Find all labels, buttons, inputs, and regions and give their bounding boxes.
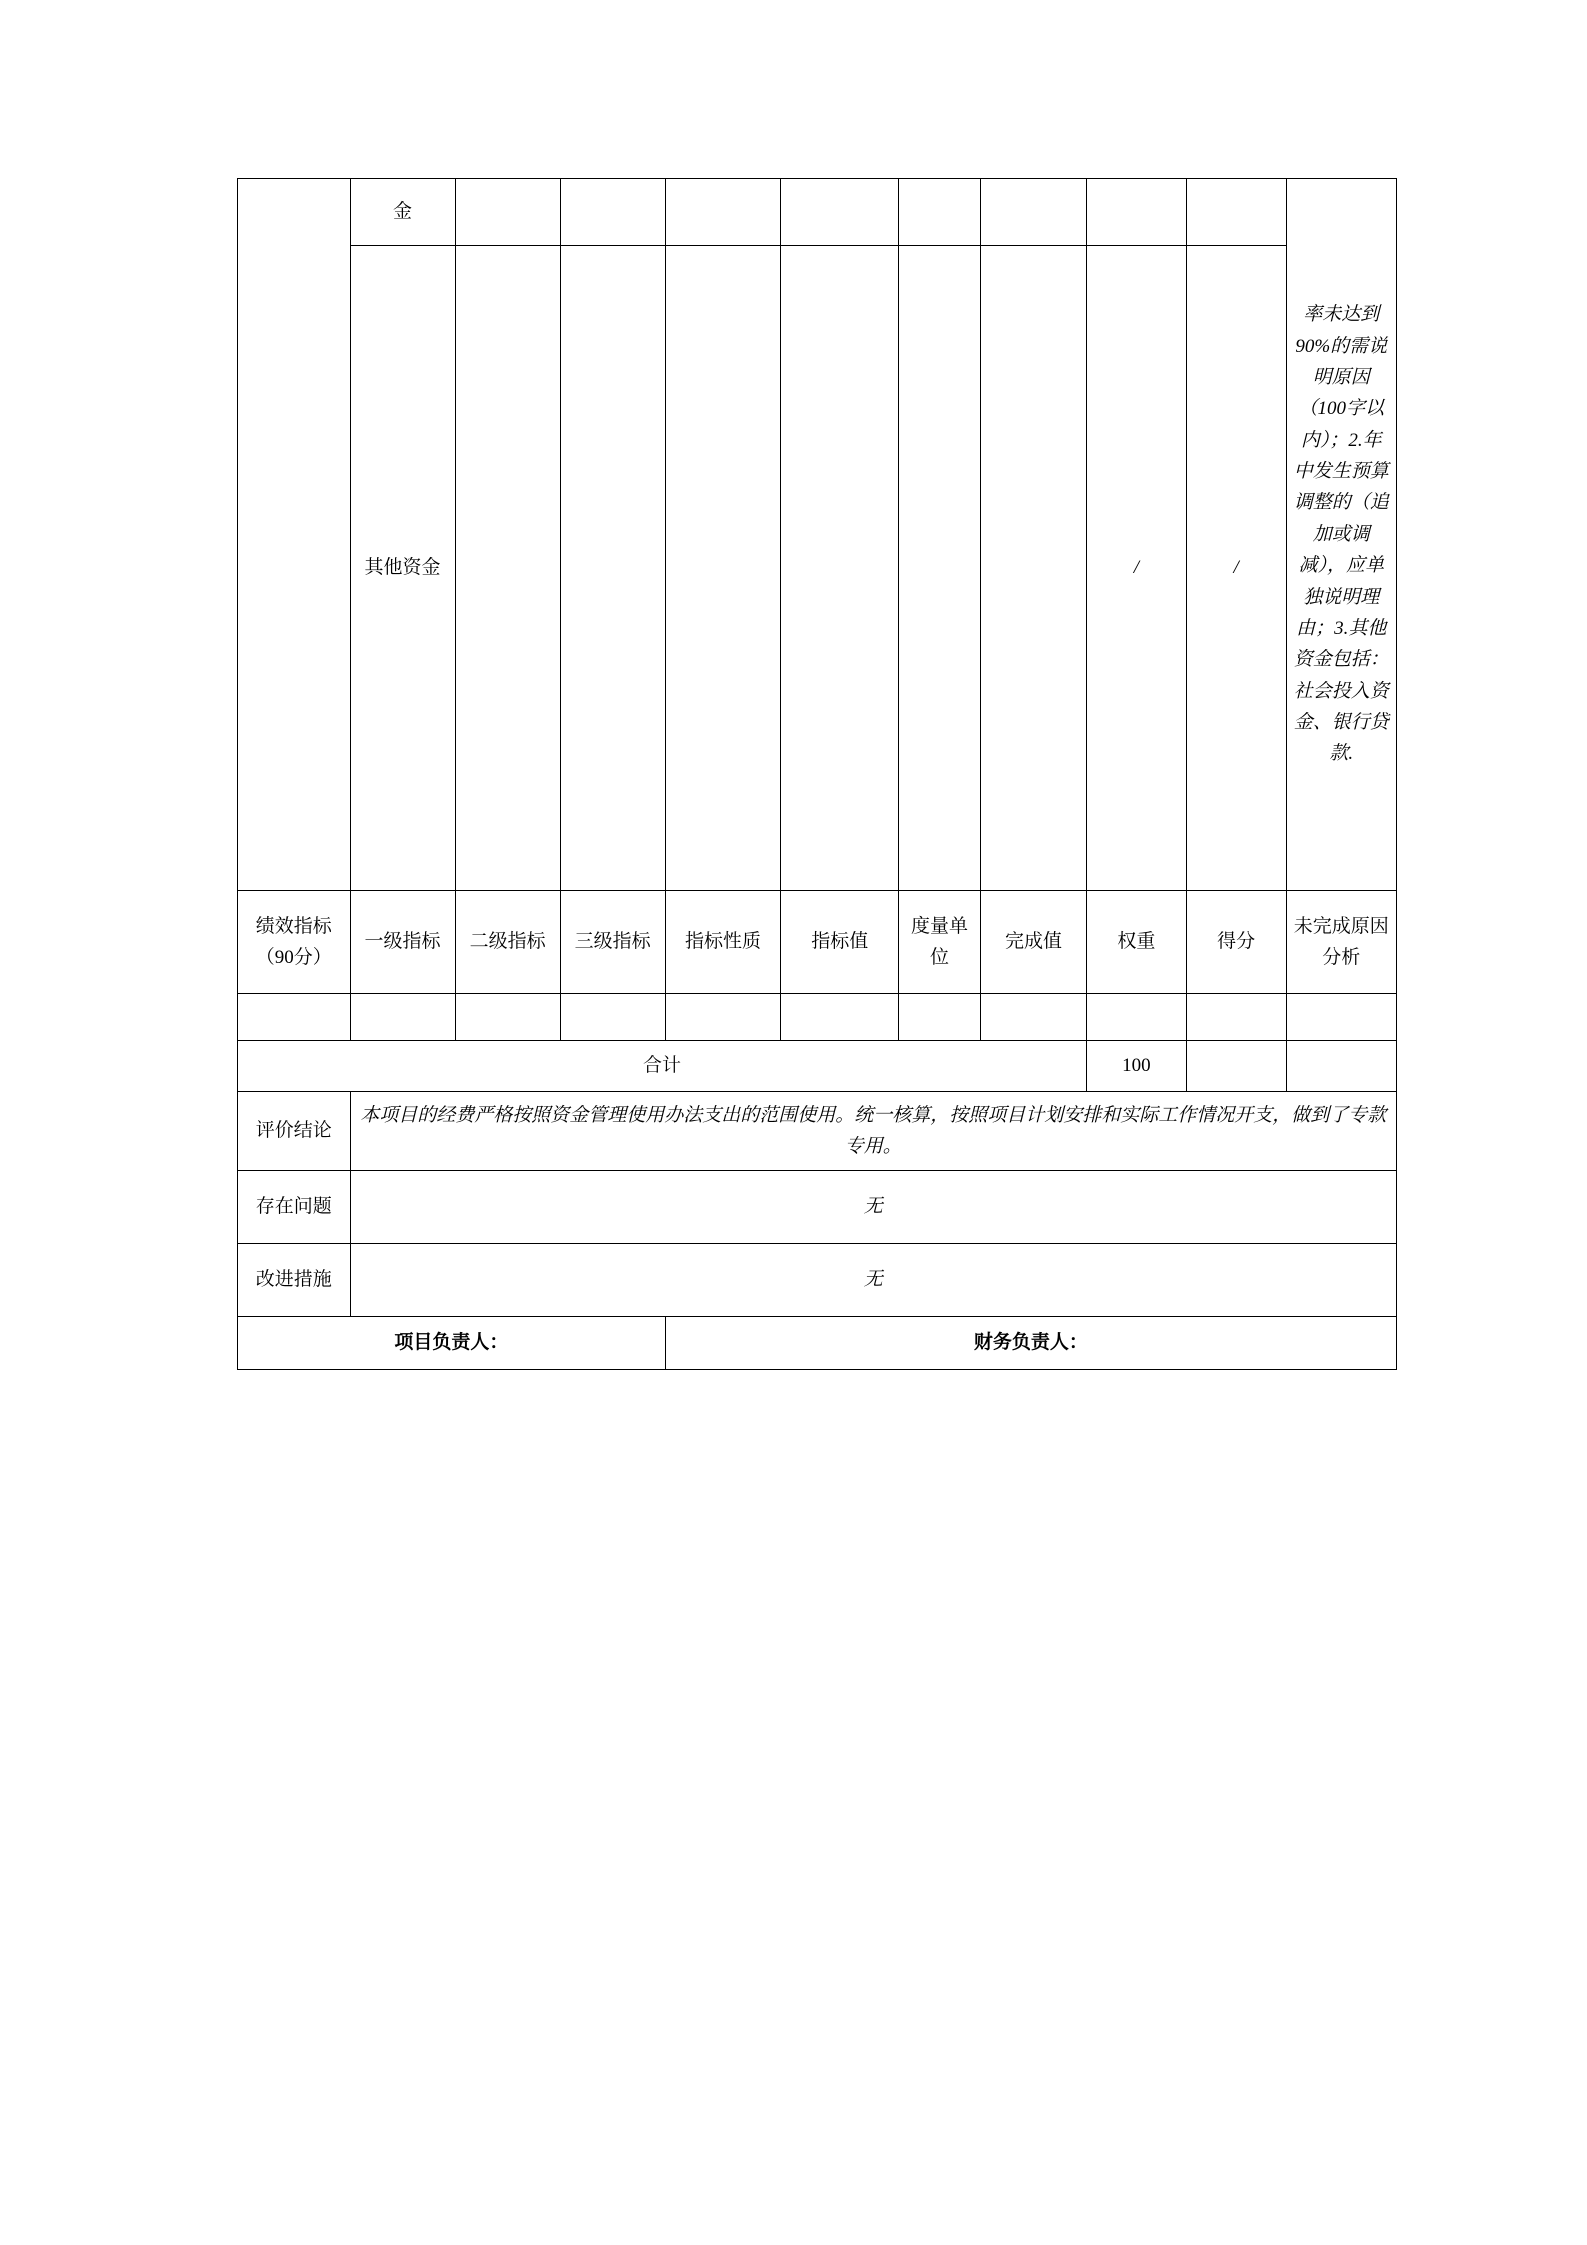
cell-blank <box>1087 994 1187 1041</box>
cell-blank <box>1087 179 1187 246</box>
table-row-improvements <box>238 1244 1397 1317</box>
cell-header-level1: 一级指标 <box>350 891 455 994</box>
cell-header-value: 指标值 <box>781 891 899 994</box>
table-row-signatures <box>238 1317 1397 1370</box>
cell-blank <box>238 994 351 1041</box>
cell-blank <box>980 246 1086 891</box>
cell-total-score <box>1186 1041 1286 1092</box>
cell-other-funds-weight: / <box>1087 246 1187 891</box>
cell-blank <box>899 179 981 246</box>
performance-evaluation-table-container <box>237 178 1397 1370</box>
cell-blank <box>560 246 665 891</box>
cell-blank <box>1186 994 1286 1041</box>
cell-header-reason-analysis: 未完成原因分析 <box>1286 891 1396 994</box>
cell-improvements-text: 无 <box>350 1244 1397 1317</box>
cell-left-spanning-blank <box>238 179 351 891</box>
cell-blank <box>455 994 560 1041</box>
cell-conclusion-text: 本项目的经费严格按照资金管理使用办法支出的范围使用。统一核算，按照项目计划安排和实际工作情况开支，做到了专款专用。 <box>350 1092 1397 1171</box>
table-row-indicator-header <box>238 891 1397 994</box>
cell-blank <box>980 994 1086 1041</box>
table-row <box>238 179 1397 246</box>
cell-issues-label: 存在问题 <box>238 1171 351 1244</box>
cell-header-level2: 二级指标 <box>455 891 560 994</box>
cell-other-funds-score: / <box>1186 246 1286 891</box>
table-row-empty <box>238 994 1397 1041</box>
cell-blank <box>781 179 899 246</box>
cell-blank <box>665 994 781 1041</box>
cell-blank <box>665 246 781 891</box>
cell-funding-label-fragment: 金 <box>350 179 455 246</box>
cell-total-weight: 100 <box>1087 1041 1187 1092</box>
cell-header-completed: 完成值 <box>980 891 1086 994</box>
cell-issues-text: 无 <box>350 1171 1397 1244</box>
cell-finance-leader-signature: 财务负责人： <box>665 1317 1396 1370</box>
cell-blank <box>899 994 981 1041</box>
cell-header-score: 得分 <box>1186 891 1286 994</box>
cell-blank <box>781 246 899 891</box>
cell-blank <box>350 994 455 1041</box>
cell-total-label: 合计 <box>238 1041 1087 1092</box>
cell-total-analysis <box>1286 1041 1396 1092</box>
cell-header-level3: 三级指标 <box>560 891 665 994</box>
cell-header-weight: 权重 <box>1087 891 1187 994</box>
cell-blank <box>899 246 981 891</box>
cell-funding-note: 率未达到90%的需说明原因（100字以内）；2.年中发生预算调整的（追加或调减），应单独说明理由；3.其他资金包括：社会投入资金、银行贷款. <box>1286 179 1396 891</box>
cell-header-nature: 指标性质 <box>665 891 781 994</box>
cell-blank <box>1286 994 1396 1041</box>
cell-improvements-label: 改进措施 <box>238 1244 351 1317</box>
cell-blank <box>781 994 899 1041</box>
cell-blank <box>455 246 560 891</box>
table-row-other-funds <box>238 246 1397 891</box>
cell-other-funds-label: 其他资金 <box>350 246 455 891</box>
cell-header-unit: 度量单位 <box>899 891 981 994</box>
table-row-issues <box>238 1171 1397 1244</box>
performance-evaluation-table <box>237 178 1397 1370</box>
cell-blank <box>1186 179 1286 246</box>
table-row-total <box>238 1041 1397 1092</box>
cell-blank <box>665 179 781 246</box>
cell-project-leader-signature: 项目负责人： <box>238 1317 666 1370</box>
cell-conclusion-label: 评价结论 <box>238 1092 351 1171</box>
cell-blank <box>980 179 1086 246</box>
cell-blank <box>560 179 665 246</box>
cell-indicator-section-label: 绩效指标（90分） <box>238 891 351 994</box>
cell-blank <box>560 994 665 1041</box>
cell-blank <box>455 179 560 246</box>
table-row-conclusion <box>238 1092 1397 1171</box>
